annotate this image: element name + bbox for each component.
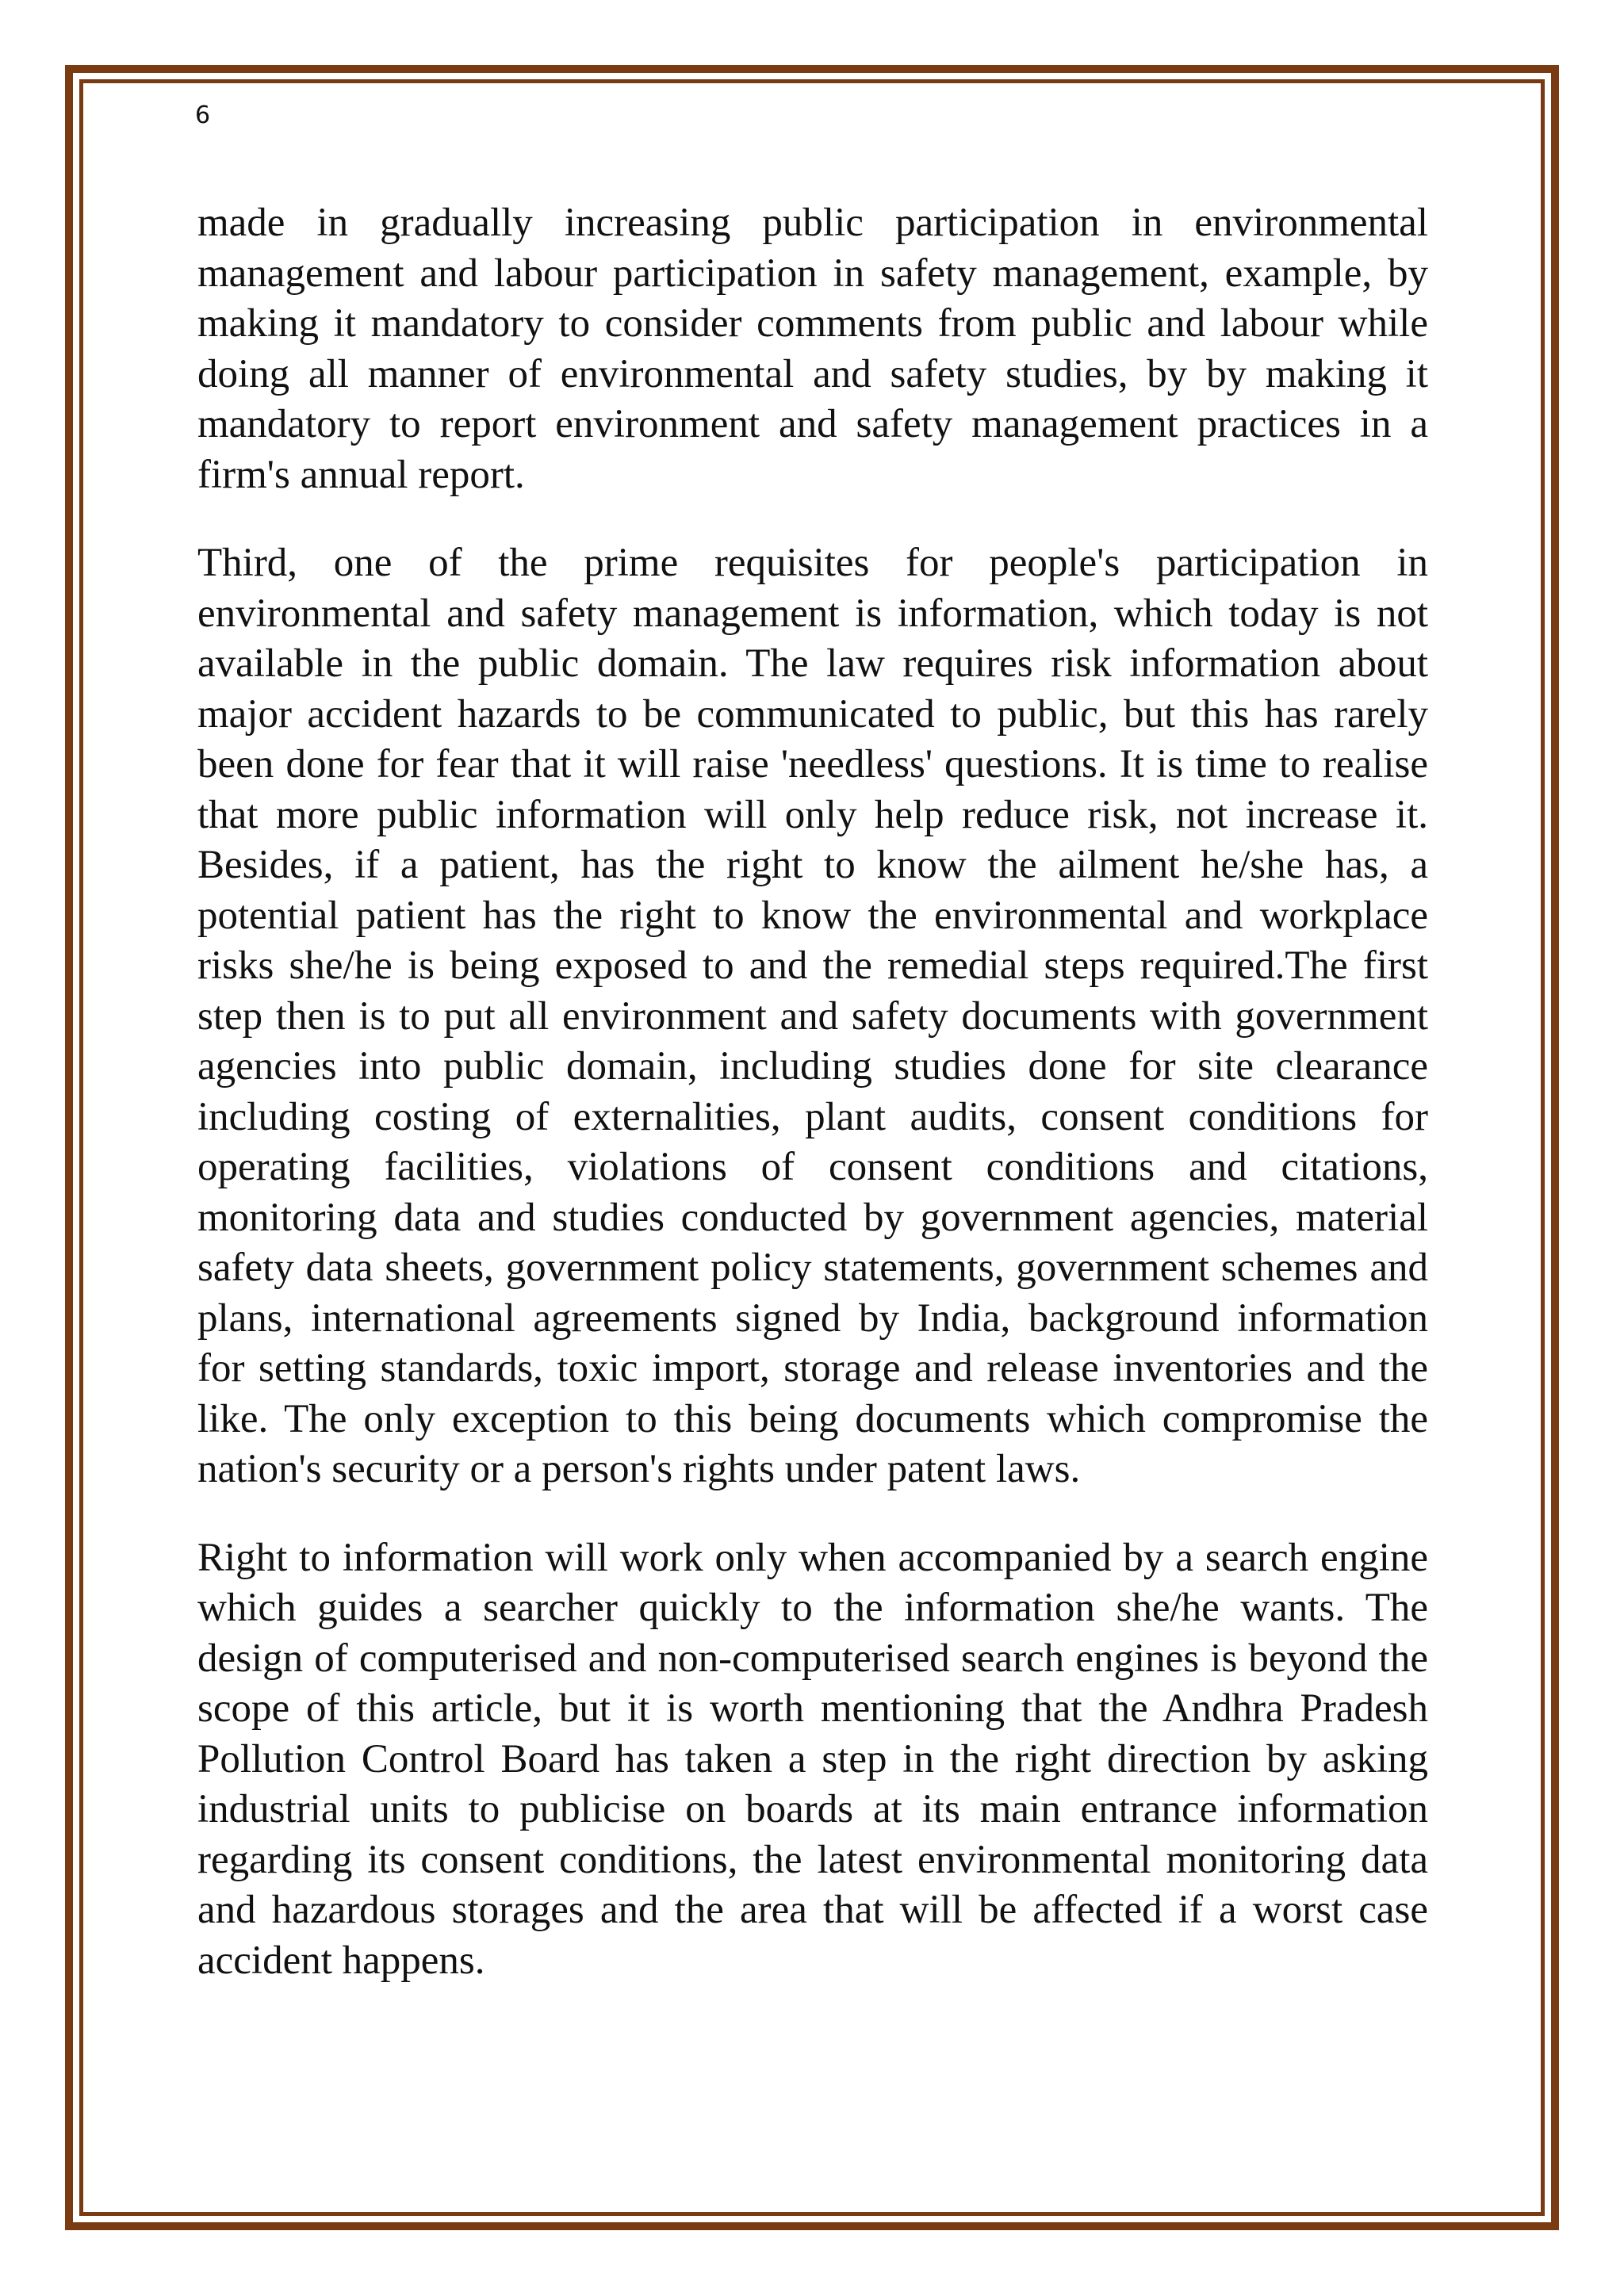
paragraph-3: Right to information will work only when accompanied by a search engine which guides a searcher quickly to the information she/he wants. The design of computerised and non-computerised search engines is beyond the scope of this article, but it is worth mentioning that the Andhra Pradesh Pollution Control Board has taken a step in the right direction by asking industrial units to publicise on boards at its main entrance information regarding its consent conditions, the latest environmental monitoring data and hazardous storages and the area that will be affected if a worst case accident happens. — [197, 1535, 1428, 1983]
document-body — [197, 198, 1428, 2024]
paragraph-2: Third, one of the prime requisites for people's participation in environmental and safety management is information, which today is not available in the public domain. The law requires risk information about major accident hazards to be communicated to public, but this has rarely been done for fear that it will raise 'needless' questions. It is time to realise that more public information will only help reduce risk, not increase it. Besides, if a patient, has the right to know the ailment he/she has, a potential patient has the right to know the environmental and workplace risks she/he is being exposed to and the remedial steps required.The first step then is to put all environment and safety documents with government agencies into public domain, including studies done for site clearance including costing of externalities, plant audits, consent conditions for operating facilities, violations of consent conditions and citations, monitoring data and studies conducted by government agencies, material safety data sheets, government policy statements, government schemes and plans, international agreements signed by India, background information for setting standards, toxic import, storage and release inventories and the like. The only exception to this being documents which compromise the nation's security or a person's rights under patent laws. — [197, 541, 1428, 1491]
page-number: 6 — [195, 101, 211, 129]
paragraph-1: made in gradually increasing public participation in environmental management and labour participation in safety management, example, by making it mandatory to consider comments from public and labour while doing all manner of environmental and safety studies, by by making it mandatory to report environment and safety management practices in a firm's annual report. — [197, 201, 1428, 497]
